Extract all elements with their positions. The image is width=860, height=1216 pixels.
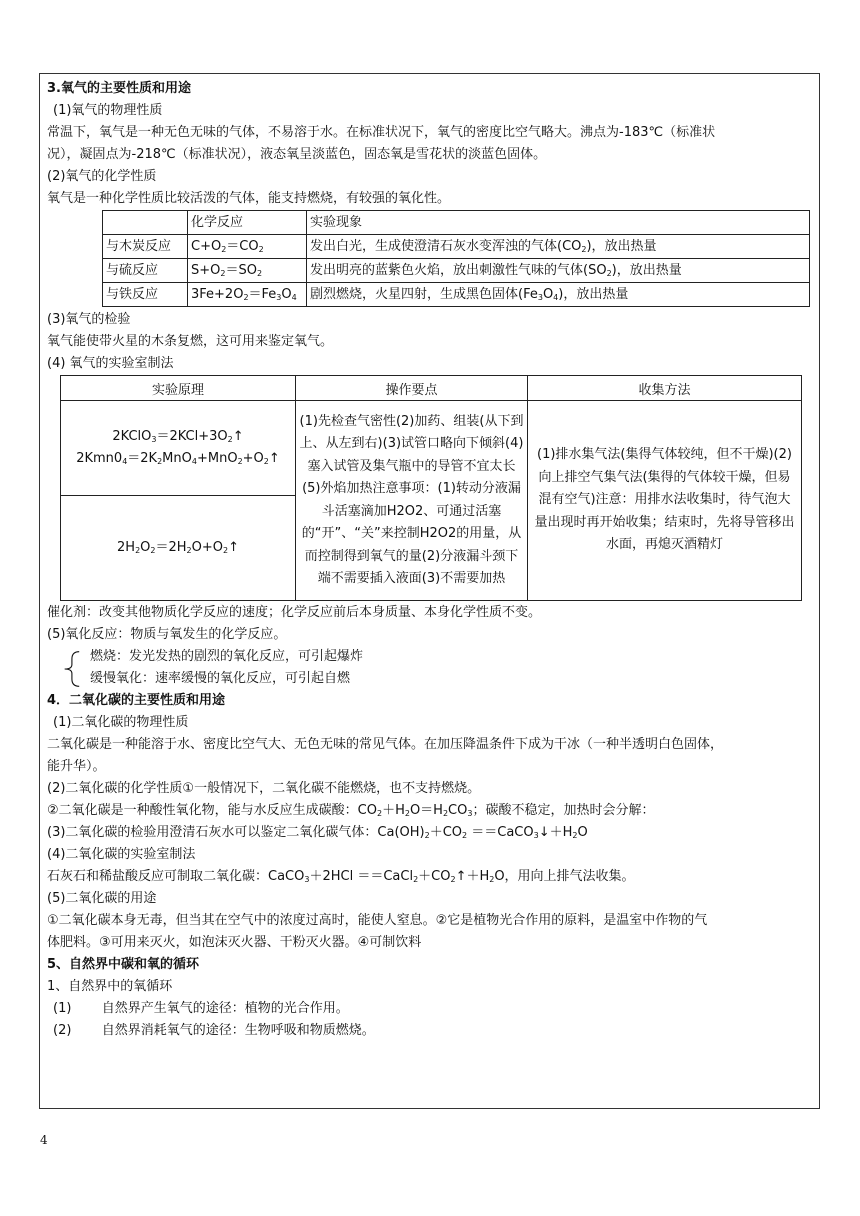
s3-p5-title: (5)氧化反应：物质与氧发生的化学反应。 bbox=[47, 627, 287, 642]
s4-p5-text-a: ①二氧化碳本身无毒，但当其在空气中的浓度过高时，能使人窒息。②它是植物光合作用的原料，是温室中作物的气 bbox=[47, 913, 708, 928]
catalyst-note: 催化剂：改变其他物质化学反应的速度；化学反应前后本身质量、本身化学性质不变。 bbox=[47, 605, 542, 620]
reaction-name: 与木炭反应 bbox=[103, 235, 188, 259]
principle-h2o2: $2H_2O_2=2H_2O+O_2↑$ bbox=[61, 496, 296, 601]
s4-p2-line2: ②二氧化碳是一种酸性氧化物，能与水反应生成碳酸：$CO_2+H_2O=H_2CO_3$；碳酸不稳定，加热时会分解： bbox=[47, 803, 655, 818]
table-row bbox=[103, 283, 810, 307]
table-row bbox=[61, 401, 802, 496]
operation-points: (1)先检查气密性(2)加药、组装(从下到上、从左到右)(3)试管口略向下倾斜(4)塞入试管及集气瓶中的导管不宜太长(5)外焰加热注意事项：(1)转动分液漏斗活塞滴加H2O2、可通过活塞的“开”、“关”来控制H2O2的用量，从而控制得到氧气的量(2)分液漏斗颈下端不需要插入液面(3)不需要加热 bbox=[296, 401, 528, 601]
header-reaction: 化学反应 bbox=[188, 211, 307, 235]
table-header-row bbox=[61, 376, 802, 401]
s4-p5-title: (5)二氧化碳的用途 bbox=[47, 891, 157, 906]
oxidation-slow: 缓慢氧化：速率缓慢的氧化反应，可引起自燃 bbox=[90, 671, 351, 686]
header-collect: 收集方法 bbox=[528, 376, 802, 401]
s3-p1-text-b: 况），凝固点为-218℃（标准状况），液态氧呈淡蓝色，固态氧是雪花状的淡蓝色固体。 bbox=[47, 147, 547, 162]
s4-p3-line: (3)二氧化碳的检验用澄清石灰水可以鉴定二氧化碳气体：$Ca(OH)_2+CO_2$ $==CaCO_3↓+H_2O$ bbox=[47, 825, 588, 840]
item-number: (2) bbox=[53, 1023, 72, 1038]
s4-p2-line1: (2)二氧化碳的化学性质①一般情况下，二氧化碳不能燃烧，也不支持燃烧。 bbox=[47, 781, 481, 796]
s5-sub1: 1、自然界中的氧循环 bbox=[47, 979, 173, 994]
s5-item1 bbox=[47, 998, 807, 1020]
reaction-phenomenon: 剧烈燃烧，火星四射，生成黑色固体$(Fe_3O_4)$，放出热量 bbox=[307, 283, 810, 307]
page-number: 4 bbox=[40, 1133, 48, 1147]
section-3-title: 3.氧气的主要性质和用途 bbox=[47, 81, 191, 96]
s4-p1-title: (1)二氧化碳的物理性质 bbox=[53, 715, 189, 730]
item-number: (1) bbox=[53, 1001, 72, 1016]
oxygen-reactions-table bbox=[102, 210, 810, 307]
table-row bbox=[103, 235, 810, 259]
header-points: 操作要点 bbox=[296, 376, 528, 401]
header-principle: 实验原理 bbox=[61, 376, 296, 401]
s3-p3-text: 氧气能使带火星的木条复燃，这可用来鉴定氧气。 bbox=[47, 334, 334, 349]
s4-p5-text-b: 体肥料。③可用来灭火，如泡沫灭火器、干粉灭火器。④可制饮料 bbox=[47, 935, 422, 950]
section-5-title: 5、自然界中碳和氧的循环 bbox=[47, 957, 200, 972]
item-text: 自然界产生氧气的途径：植物的光合作用。 bbox=[101, 1001, 349, 1016]
collection-methods: (1)排水集气法(集得气体较纯，但不干燥)(2)向上排空气集气法(集得的气体较干燥，但易混有空气)注意：用排水法收集时，待气泡大量出现时再开始收集；结束时，先将导管移出水面，再熄灭酒精灯 bbox=[528, 401, 802, 601]
reaction-equation: $C+O_2=CO_2$ bbox=[188, 235, 307, 259]
s3-p1-text-a: 常温下，氧气是一种无色无味的气体，不易溶于水。在标准状况下，氧气的密度比空气略大。沸点为-183℃（标准状 bbox=[47, 125, 716, 140]
s5-item2 bbox=[47, 1020, 807, 1042]
s3-p1-title: (1)氧气的物理性质 bbox=[53, 103, 163, 118]
table-row bbox=[103, 259, 810, 283]
table-corner-cell bbox=[103, 211, 188, 235]
table-header-row bbox=[103, 211, 810, 235]
reaction-phenomenon: 发出白光，生成使澄清石灰水变浑浊的气体$(CO_2)$，放出热量 bbox=[307, 235, 810, 259]
s3-p2-text: 氧气是一种化学性质比较活泼的气体，能支持燃烧，有较强的氧化性。 bbox=[47, 191, 451, 206]
s3-p2-title: (2)氧气的化学性质 bbox=[47, 169, 157, 184]
s3-p3-title: (3)氧气的检验 bbox=[47, 312, 131, 327]
reaction-name: 与硫反应 bbox=[103, 259, 188, 283]
principle-kclo3: $2KClO_3=2KCl+3O_2↑$ $2Kmn0_4=2K_2MnO_4+MnO_2+O_2↑$ bbox=[61, 401, 296, 496]
s4-p4-text: 石灰石和稀盐酸反应可制取二氧化碳：CaCO$_3$＋2HCl $==CaCl_2+CO_2↑+H_2O$，用向上排气法收集。 bbox=[47, 869, 635, 884]
s4-p1-text-b: 能升华）。 bbox=[47, 759, 106, 774]
reaction-equation: $S+O_2=SO_2$ bbox=[188, 259, 307, 283]
reaction-phenomenon: 发出明亮的蓝紫色火焰，放出刺激性气味的气体$(SO_2)$，放出热量 bbox=[307, 259, 810, 283]
s3-p4-title: (4) 氧气的实验室制法 bbox=[47, 356, 174, 371]
reaction-equation: $3Fe+2O_2=Fe_3O_4$ bbox=[188, 283, 307, 307]
oxidation-burn: 燃烧：发光发热的剧烈的氧化反应，可引起爆炸 bbox=[90, 649, 364, 664]
left-brace-icon bbox=[61, 648, 81, 690]
document-body bbox=[47, 78, 807, 1042]
reaction-name: 与铁反应 bbox=[103, 283, 188, 307]
section-4-title: 4．二氧化碳的主要性质和用途 bbox=[47, 693, 226, 708]
oxidation-types bbox=[47, 646, 807, 690]
s4-p1-text-a: 二氧化碳是一种能溶于水、密度比空气大、无色无味的常见气体。在加压降温条件下成为干冰（一种半透明白色固体， bbox=[47, 737, 724, 752]
lab-method-table bbox=[60, 375, 802, 601]
header-phenomenon: 实验现象 bbox=[307, 211, 810, 235]
s4-p4-title: (4)二氧化碳的实验室制法 bbox=[47, 847, 196, 862]
item-text: 自然界消耗氧气的途径：生物呼吸和物质燃烧。 bbox=[101, 1023, 375, 1038]
